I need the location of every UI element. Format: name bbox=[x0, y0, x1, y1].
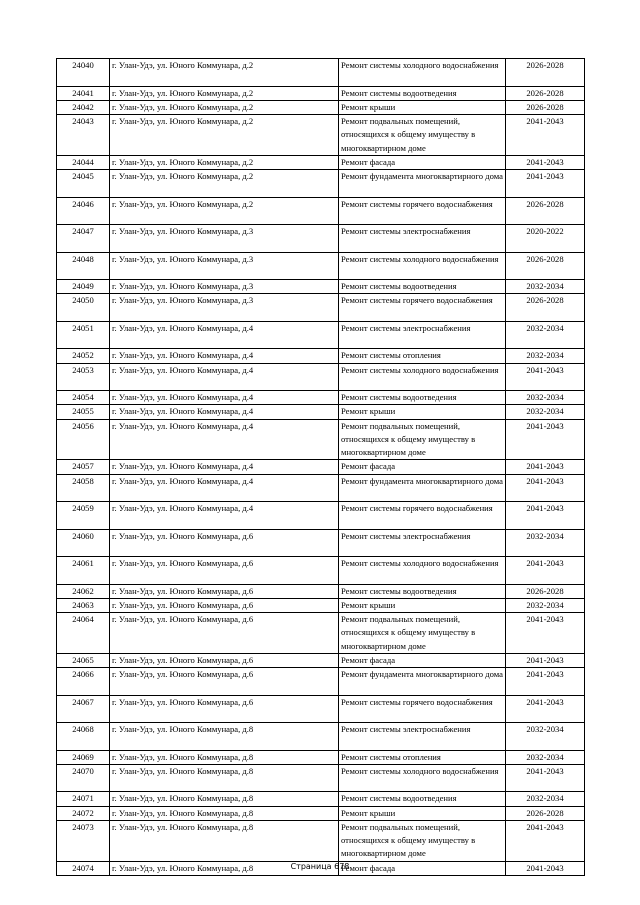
table-row bbox=[57, 750, 585, 764]
row-address: г. Улан-Удэ, ул. Юного Коммунара, д.4 bbox=[110, 419, 339, 460]
row-address: г. Улан-Удэ, ул. Юного Коммунара, д.4 bbox=[110, 349, 339, 363]
row-address: г. Улан-Удэ, ул. Юного Коммунара, д.2 bbox=[110, 100, 339, 114]
row-address: г. Улан-Удэ, ул. Юного Коммунара, д.8 bbox=[110, 750, 339, 764]
row-period: 2041-2043 bbox=[506, 155, 585, 169]
row-number: 24071 bbox=[57, 792, 110, 806]
table-row bbox=[57, 613, 585, 654]
row-number: 24058 bbox=[57, 474, 110, 502]
row-period: 2041-2043 bbox=[506, 474, 585, 502]
row-address: г. Улан-Удэ, ул. Юного Коммунара, д.6 bbox=[110, 598, 339, 612]
row-period: 2026-2028 bbox=[506, 806, 585, 820]
table-row bbox=[57, 460, 585, 474]
table-row bbox=[57, 100, 585, 114]
row-address: г. Улан-Удэ, ул. Юного Коммунара, д.8 bbox=[110, 792, 339, 806]
row-work-type: Ремонт системы горячего водоснабжения bbox=[339, 197, 506, 225]
row-address: г. Улан-Удэ, ул. Юного Коммунара, д.4 bbox=[110, 405, 339, 419]
row-number: 24066 bbox=[57, 668, 110, 696]
table-row bbox=[57, 502, 585, 530]
row-work-type: Ремонт фундамента многоквартирного дома bbox=[339, 668, 506, 696]
row-work-type: Ремонт крыши bbox=[339, 806, 506, 820]
row-number: 24067 bbox=[57, 695, 110, 723]
row-period: 2032-2034 bbox=[506, 280, 585, 294]
table-body bbox=[57, 59, 585, 876]
row-period: 2041-2043 bbox=[506, 115, 585, 156]
row-number: 24062 bbox=[57, 584, 110, 598]
row-number: 24061 bbox=[57, 557, 110, 585]
row-work-type: Ремонт крыши bbox=[339, 598, 506, 612]
row-work-type: Ремонт системы горячего водоснабжения bbox=[339, 294, 506, 322]
row-number: 24064 bbox=[57, 613, 110, 654]
row-number: 24055 bbox=[57, 405, 110, 419]
row-address: г. Улан-Удэ, ул. Юного Коммунара, д.2 bbox=[110, 86, 339, 100]
table-row bbox=[57, 86, 585, 100]
row-address: г. Улан-Удэ, ул. Юного Коммунара, д.6 bbox=[110, 653, 339, 667]
table-row bbox=[57, 529, 585, 557]
row-number: 24057 bbox=[57, 460, 110, 474]
row-period: 2041-2043 bbox=[506, 820, 585, 861]
row-work-type: Ремонт подвальных помещений, относящихся к общему имуществу в многоквартирном доме bbox=[339, 613, 506, 654]
row-address: г. Улан-Удэ, ул. Юного Коммунара, д.3 bbox=[110, 252, 339, 280]
row-work-type: Ремонт фасада bbox=[339, 653, 506, 667]
row-address: г. Улан-Удэ, ул. Юного Коммунара, д.4 bbox=[110, 460, 339, 474]
row-number: 24043 bbox=[57, 115, 110, 156]
row-period: 2032-2034 bbox=[506, 723, 585, 751]
table-row bbox=[57, 115, 585, 156]
row-period: 2041-2043 bbox=[506, 861, 585, 875]
row-address: г. Улан-Удэ, ул. Юного Коммунара, д.3 bbox=[110, 294, 339, 322]
row-address: г. Улан-Удэ, ул. Юного Коммунара, д.6 bbox=[110, 557, 339, 585]
table-row bbox=[57, 349, 585, 363]
row-period: 2041-2043 bbox=[506, 668, 585, 696]
row-number: 24046 bbox=[57, 197, 110, 225]
row-period: 2041-2043 bbox=[506, 363, 585, 391]
row-number: 24047 bbox=[57, 225, 110, 253]
table-row bbox=[57, 405, 585, 419]
row-period: 2026-2028 bbox=[506, 100, 585, 114]
table-row bbox=[57, 806, 585, 820]
row-period: 2026-2028 bbox=[506, 294, 585, 322]
row-address: г. Улан-Удэ, ул. Юного Коммунара, д.4 bbox=[110, 321, 339, 349]
table-row bbox=[57, 557, 585, 585]
row-number: 24060 bbox=[57, 529, 110, 557]
row-number: 24045 bbox=[57, 170, 110, 198]
row-work-type: Ремонт системы отопления bbox=[339, 750, 506, 764]
row-number: 24059 bbox=[57, 502, 110, 530]
table-row bbox=[57, 820, 585, 861]
row-period: 2026-2028 bbox=[506, 59, 585, 87]
row-work-type: Ремонт подвальных помещений, относящихся к общему имуществу в многоквартирном доме bbox=[339, 115, 506, 156]
row-address: г. Улан-Удэ, ул. Юного Коммунара, д.6 bbox=[110, 668, 339, 696]
row-period: 2032-2034 bbox=[506, 598, 585, 612]
row-number: 24051 bbox=[57, 321, 110, 349]
row-period: 2041-2043 bbox=[506, 557, 585, 585]
row-number: 24042 bbox=[57, 100, 110, 114]
table-row bbox=[57, 363, 585, 391]
row-work-type: Ремонт подвальных помещений, относящихся к общему имуществу в многоквартирном доме bbox=[339, 419, 506, 460]
row-period: 2041-2043 bbox=[506, 613, 585, 654]
row-work-type: Ремонт системы холодного водоснабжения bbox=[339, 252, 506, 280]
row-number: 24049 bbox=[57, 280, 110, 294]
table-row bbox=[57, 155, 585, 169]
row-work-type: Ремонт системы холодного водоснабжения bbox=[339, 764, 506, 792]
row-work-type: Ремонт фасада bbox=[339, 460, 506, 474]
row-period: 2041-2043 bbox=[506, 460, 585, 474]
table-row bbox=[57, 695, 585, 723]
row-number: 24068 bbox=[57, 723, 110, 751]
row-work-type: Ремонт крыши bbox=[339, 405, 506, 419]
row-address: г. Улан-Удэ, ул. Юного Коммунара, д.2 bbox=[110, 197, 339, 225]
table-row bbox=[57, 668, 585, 696]
row-address: г. Улан-Удэ, ул. Юного Коммунара, д.8 bbox=[110, 806, 339, 820]
table-row bbox=[57, 321, 585, 349]
row-address: г. Улан-Удэ, ул. Юного Коммунара, д.6 bbox=[110, 584, 339, 598]
row-work-type: Ремонт подвальных помещений, относящихся к общему имуществу в многоквартирном доме bbox=[339, 820, 506, 861]
table-row bbox=[57, 294, 585, 322]
row-period: 2041-2043 bbox=[506, 419, 585, 460]
page-number: Страница 678 bbox=[290, 862, 350, 871]
row-address: г. Улан-Удэ, ул. Юного Коммунара, д.4 bbox=[110, 363, 339, 391]
row-address: г. Улан-Удэ, ул. Юного Коммунара, д.2 bbox=[110, 155, 339, 169]
row-number: 24074 bbox=[57, 861, 110, 875]
row-address: г. Улан-Удэ, ул. Юного Коммунара, д.3 bbox=[110, 225, 339, 253]
table-row bbox=[57, 59, 585, 87]
row-work-type: Ремонт системы горячего водоснабжения bbox=[339, 502, 506, 530]
row-period: 2041-2043 bbox=[506, 170, 585, 198]
row-number: 24070 bbox=[57, 764, 110, 792]
row-period: 2032-2034 bbox=[506, 405, 585, 419]
row-address: г. Улан-Удэ, ул. Юного Коммунара, д.6 bbox=[110, 613, 339, 654]
table-row bbox=[57, 653, 585, 667]
row-work-type: Ремонт системы холодного водоснабжения bbox=[339, 363, 506, 391]
row-work-type: Ремонт системы водоотведения bbox=[339, 792, 506, 806]
row-work-type: Ремонт системы водоотведения bbox=[339, 86, 506, 100]
row-address: г. Улан-Удэ, ул. Юного Коммунара, д.2 bbox=[110, 59, 339, 87]
row-period: 2032-2034 bbox=[506, 529, 585, 557]
table-row bbox=[57, 280, 585, 294]
row-work-type: Ремонт системы электроснабжения bbox=[339, 529, 506, 557]
table-row bbox=[57, 792, 585, 806]
row-work-type: Ремонт системы холодного водоснабжения bbox=[339, 59, 506, 87]
row-work-type: Ремонт системы горячего водоснабжения bbox=[339, 695, 506, 723]
row-number: 24065 bbox=[57, 653, 110, 667]
row-address: г. Улан-Удэ, ул. Юного Коммунара, д.3 bbox=[110, 280, 339, 294]
row-address: г. Улан-Удэ, ул. Юного Коммунара, д.6 bbox=[110, 695, 339, 723]
row-number: 24052 bbox=[57, 349, 110, 363]
row-address: г. Улан-Удэ, ул. Юного Коммунара, д.2 bbox=[110, 170, 339, 198]
row-number: 24040 bbox=[57, 59, 110, 87]
row-address: г. Улан-Удэ, ул. Юного Коммунара, д.2 bbox=[110, 115, 339, 156]
row-number: 24050 bbox=[57, 294, 110, 322]
row-number: 24054 bbox=[57, 391, 110, 405]
row-number: 24063 bbox=[57, 598, 110, 612]
table-row bbox=[57, 419, 585, 460]
row-period: 2026-2028 bbox=[506, 584, 585, 598]
row-work-type: Ремонт системы отопления bbox=[339, 349, 506, 363]
row-period: 2032-2034 bbox=[506, 750, 585, 764]
row-work-type: Ремонт системы холодного водоснабжения bbox=[339, 557, 506, 585]
row-period: 2041-2043 bbox=[506, 764, 585, 792]
row-address: г. Улан-Удэ, ул. Юного Коммунара, д.8 bbox=[110, 820, 339, 861]
row-address: г. Улан-Удэ, ул. Юного Коммунара, д.8 bbox=[110, 764, 339, 792]
row-work-type: Ремонт системы водоотведения bbox=[339, 391, 506, 405]
repair-schedule-table bbox=[56, 58, 585, 876]
row-work-type: Ремонт системы электроснабжения bbox=[339, 321, 506, 349]
row-address: г. Улан-Удэ, ул. Юного Коммунара, д.8 bbox=[110, 861, 339, 875]
table-row bbox=[57, 764, 585, 792]
row-period: 2026-2028 bbox=[506, 86, 585, 100]
row-number: 24041 bbox=[57, 86, 110, 100]
row-number: 24048 bbox=[57, 252, 110, 280]
row-period: 2026-2028 bbox=[506, 197, 585, 225]
row-address: г. Улан-Удэ, ул. Юного Коммунара, д.8 bbox=[110, 723, 339, 751]
row-number: 24056 bbox=[57, 419, 110, 460]
table-row bbox=[57, 598, 585, 612]
row-work-type: Ремонт фундамента многоквартирного дома bbox=[339, 474, 506, 502]
row-work-type: Ремонт фундамента многоквартирного дома bbox=[339, 170, 506, 198]
row-work-type: Ремонт фасада bbox=[339, 861, 506, 875]
table-row bbox=[57, 474, 585, 502]
row-address: г. Улан-Удэ, ул. Юного Коммунара, д.4 bbox=[110, 502, 339, 530]
row-period: 2026-2028 bbox=[506, 252, 585, 280]
row-period: 2041-2043 bbox=[506, 695, 585, 723]
row-work-type: Ремонт системы водоотведения bbox=[339, 584, 506, 598]
row-address: г. Улан-Удэ, ул. Юного Коммунара, д.4 bbox=[110, 391, 339, 405]
table-row bbox=[57, 252, 585, 280]
table-row bbox=[57, 197, 585, 225]
row-period: 2041-2043 bbox=[506, 653, 585, 667]
row-number: 24073 bbox=[57, 820, 110, 861]
row-number: 24053 bbox=[57, 363, 110, 391]
row-period: 2032-2034 bbox=[506, 321, 585, 349]
row-period: 2020-2022 bbox=[506, 225, 585, 253]
row-period: 2032-2034 bbox=[506, 792, 585, 806]
row-period: 2032-2034 bbox=[506, 391, 585, 405]
table-row bbox=[57, 584, 585, 598]
table-row bbox=[57, 225, 585, 253]
row-number: 24069 bbox=[57, 750, 110, 764]
row-period: 2041-2043 bbox=[506, 502, 585, 530]
row-work-type: Ремонт фасада bbox=[339, 155, 506, 169]
row-number: 24072 bbox=[57, 806, 110, 820]
row-address: г. Улан-Удэ, ул. Юного Коммунара, д.6 bbox=[110, 529, 339, 557]
row-period: 2032-2034 bbox=[506, 349, 585, 363]
row-work-type: Ремонт системы водоотведения bbox=[339, 280, 506, 294]
row-number: 24044 bbox=[57, 155, 110, 169]
row-work-type: Ремонт системы электроснабжения bbox=[339, 225, 506, 253]
document-sheet bbox=[56, 58, 584, 876]
row-address: г. Улан-Удэ, ул. Юного Коммунара, д.4 bbox=[110, 474, 339, 502]
table-row bbox=[57, 391, 585, 405]
row-work-type: Ремонт крыши bbox=[339, 100, 506, 114]
table-row bbox=[57, 170, 585, 198]
row-work-type: Ремонт системы электроснабжения bbox=[339, 723, 506, 751]
table-row bbox=[57, 723, 585, 751]
